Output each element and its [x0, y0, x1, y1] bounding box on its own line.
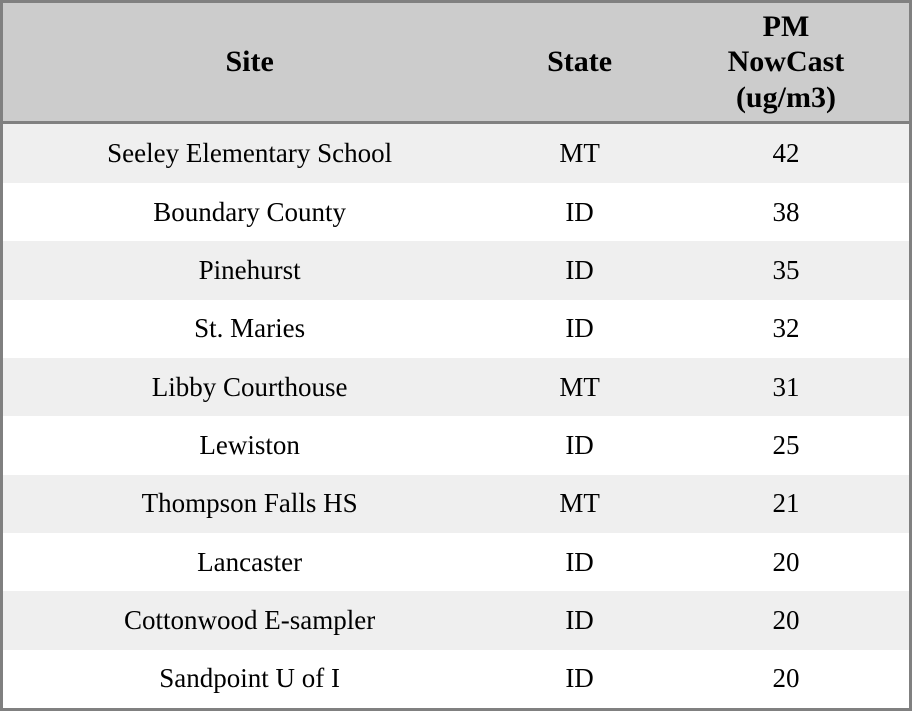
column-header-site: Site	[3, 3, 496, 123]
cell-state: MT	[559, 488, 600, 519]
table-row	[3, 123, 909, 183]
column-header-pm-nowcast	[663, 3, 909, 123]
table-row	[3, 241, 909, 299]
table-header-row	[3, 3, 909, 123]
cell-site: Libby Courthouse	[151, 371, 348, 402]
table-row	[3, 416, 909, 474]
column-header-pm-nowcast-line-1: PM	[762, 10, 810, 43]
table-row	[3, 533, 909, 591]
cell-pm-nowcast: 31	[772, 371, 800, 402]
cell-pm-nowcast: 20	[772, 546, 800, 577]
cell-pm-nowcast: 21	[772, 488, 800, 519]
table-row	[3, 650, 909, 708]
cell-site: Boundary County	[153, 196, 346, 227]
cell-state: ID	[565, 313, 594, 344]
column-header-state: State	[496, 3, 663, 123]
cell-pm-nowcast: 32	[772, 313, 800, 344]
table-body	[3, 123, 909, 708]
cell-site: Seeley Elementary School	[107, 138, 393, 169]
cell-state: MT	[559, 371, 600, 402]
cell-site: Pinehurst	[198, 254, 301, 285]
cell-state: ID	[565, 196, 594, 227]
table-row	[3, 300, 909, 358]
table-header	[3, 3, 909, 123]
cell-pm-nowcast: 38	[772, 196, 800, 227]
cell-state: ID	[565, 604, 594, 635]
cell-site: St. Maries	[194, 313, 306, 344]
cell-site: Cottonwood E-sampler	[124, 604, 376, 635]
cell-pm-nowcast: 20	[772, 604, 800, 635]
cell-site: Sandpoint U of I	[159, 663, 340, 694]
cell-state: ID	[565, 254, 594, 285]
cell-state: ID	[565, 663, 594, 694]
cell-site: Lancaster	[197, 546, 303, 577]
cell-pm-nowcast: 20	[772, 663, 800, 694]
table-row	[3, 183, 909, 241]
table-row	[3, 358, 909, 416]
cell-state: MT	[559, 138, 600, 169]
cell-site: Thompson Falls HS	[141, 488, 358, 519]
pm-nowcast-table	[3, 3, 909, 708]
cell-pm-nowcast: 25	[772, 429, 800, 460]
cell-state: ID	[565, 546, 594, 577]
cell-pm-nowcast: 35	[772, 254, 800, 285]
cell-state: ID	[565, 429, 594, 460]
cell-site: Lewiston	[199, 429, 300, 460]
column-header-pm-nowcast-line-2: NowCast	[727, 45, 845, 79]
table-row	[3, 475, 909, 533]
column-header-pm-nowcast-line-3: (ug/m3)	[735, 80, 836, 114]
table-row	[3, 591, 909, 649]
cell-pm-nowcast: 42	[772, 138, 800, 169]
